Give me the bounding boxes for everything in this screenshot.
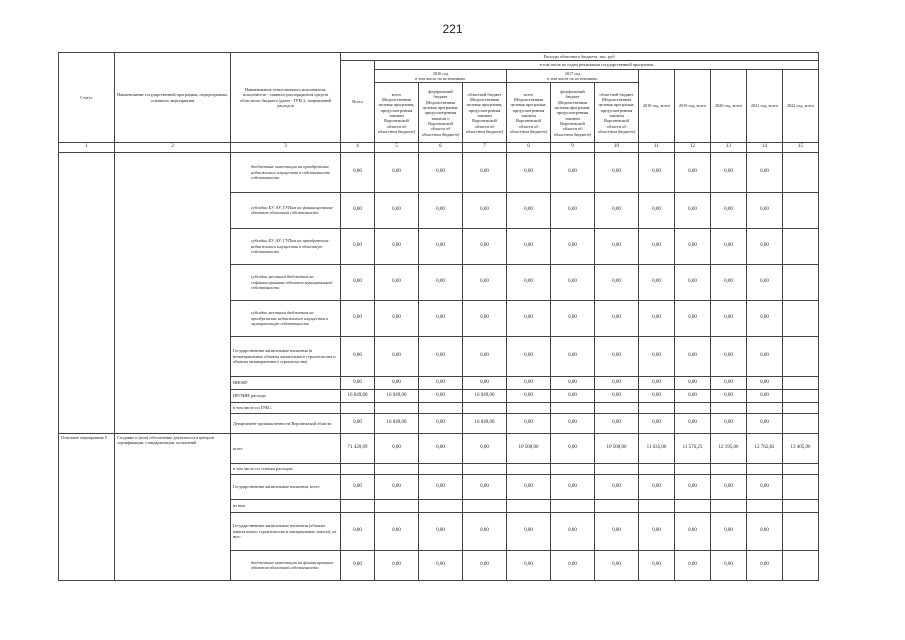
table-row xyxy=(59,433,819,463)
header-2019: 2019 год, всего xyxy=(675,69,711,143)
value-cell: 0,00 xyxy=(747,192,783,228)
header-src-c: областной бюджет (Ведомственная целевая программа, предусмотренная законом Воронежской области об областном бюджете) xyxy=(463,83,507,143)
status-cell: Основное мероприятие 5 xyxy=(59,433,115,580)
header-2018: 2018 год, всего xyxy=(639,69,675,143)
value-cell: 0,00 xyxy=(675,152,711,192)
value-cell: 0,00 xyxy=(675,264,711,300)
value-cell: 0,00 xyxy=(639,389,675,402)
expense-label: ПРОЧИЕ расходы xyxy=(231,389,341,402)
value-cell: 0,00 xyxy=(463,550,507,580)
value-cell: 0,00 xyxy=(463,433,507,463)
column-number-row xyxy=(59,143,819,152)
value-cell: 0,00 xyxy=(551,336,595,376)
value-cell xyxy=(711,499,747,512)
value-cell: 0,00 xyxy=(675,550,711,580)
value-cell xyxy=(507,463,551,474)
value-cell xyxy=(675,499,711,512)
value-cell: 0,00 xyxy=(711,300,747,336)
header-2020: 2020 год, всего xyxy=(711,69,747,143)
header-program: Наименование государственной программы, подпрограммы, основного мероприятия xyxy=(115,53,231,143)
header-status: Статус xyxy=(59,53,115,143)
column-number: 5 xyxy=(375,143,419,152)
header-year-2017: 2017 год в том числе по источникам: xyxy=(507,69,639,83)
header-subgroup-title: в том числе по годам реализации государственной программы xyxy=(375,61,819,69)
value-cell xyxy=(711,463,747,474)
value-cell: 0,00 xyxy=(551,512,595,550)
value-cell: 11 035,00 xyxy=(639,433,675,463)
value-cell: 16 049,00 xyxy=(341,389,375,402)
value-cell: 0,00 xyxy=(595,389,639,402)
value-cell xyxy=(783,474,819,499)
header-src-d: всего (Ведомственная целевая программа, предусмотренная законом Воронежской области об областном бюджете) xyxy=(507,83,551,143)
value-cell xyxy=(419,402,463,413)
expense-label: субсидии местным бюджетам на софинансирование объектов муниципальной собственности xyxy=(231,264,341,300)
column-number: 2 xyxy=(115,143,231,152)
value-cell: 0,00 xyxy=(463,192,507,228)
value-cell: 0,00 xyxy=(711,389,747,402)
value-cell: 0,00 xyxy=(747,300,783,336)
value-cell: 0,00 xyxy=(375,376,419,389)
value-cell xyxy=(419,499,463,512)
value-cell xyxy=(595,499,639,512)
column-number: 9 xyxy=(551,143,595,152)
value-cell: 0,00 xyxy=(639,264,675,300)
value-cell: 0,00 xyxy=(419,152,463,192)
value-cell xyxy=(675,402,711,413)
value-cell: 0,00 xyxy=(375,300,419,336)
value-cell xyxy=(639,402,675,413)
value-cell: 0,00 xyxy=(463,152,507,192)
column-number: 11 xyxy=(639,143,675,152)
value-cell: 16 049,00 xyxy=(375,413,419,433)
value-cell xyxy=(551,499,595,512)
value-cell xyxy=(783,336,819,376)
column-number: 8 xyxy=(507,143,551,152)
value-cell: 0,00 xyxy=(551,550,595,580)
value-cell: 0,00 xyxy=(595,228,639,264)
value-cell: 0,00 xyxy=(711,550,747,580)
value-cell: 0,00 xyxy=(463,376,507,389)
value-cell: 0,00 xyxy=(463,474,507,499)
value-cell: 0,00 xyxy=(639,512,675,550)
value-cell: 0,00 xyxy=(595,550,639,580)
value-cell: 0,00 xyxy=(595,512,639,550)
value-cell: 0,00 xyxy=(551,228,595,264)
value-cell: 12 762,82 xyxy=(747,433,783,463)
value-cell: 0,00 xyxy=(419,512,463,550)
value-cell xyxy=(783,413,819,433)
table-row xyxy=(59,152,819,192)
value-cell: 0,00 xyxy=(507,376,551,389)
expense-label: Департамент промышленности Воронежской области xyxy=(231,413,341,433)
column-number: 10 xyxy=(595,143,639,152)
value-cell xyxy=(639,463,675,474)
value-cell: 13 405,96 xyxy=(783,433,819,463)
value-cell: 0,00 xyxy=(675,389,711,402)
column-number: 13 xyxy=(711,143,747,152)
value-cell: 0,00 xyxy=(595,300,639,336)
value-cell xyxy=(783,192,819,228)
value-cell: 0,00 xyxy=(639,336,675,376)
value-cell: 0,00 xyxy=(551,192,595,228)
column-number: 7 xyxy=(463,143,507,152)
value-cell: 0,00 xyxy=(375,550,419,580)
value-cell xyxy=(783,512,819,550)
value-cell: 0,00 xyxy=(463,512,507,550)
value-cell: 0,00 xyxy=(747,228,783,264)
value-cell: 0,00 xyxy=(711,264,747,300)
value-cell: 0,00 xyxy=(675,474,711,499)
value-cell: 0,00 xyxy=(419,228,463,264)
expense-label: НИОКР xyxy=(231,376,341,389)
value-cell: 0,00 xyxy=(639,550,675,580)
column-number: 14 xyxy=(747,143,783,152)
value-cell: 0,00 xyxy=(639,376,675,389)
value-cell: 0,00 xyxy=(639,152,675,192)
value-cell: 0,00 xyxy=(747,474,783,499)
value-cell: 0,00 xyxy=(551,152,595,192)
value-cell xyxy=(783,228,819,264)
expense-label: всего xyxy=(231,433,341,463)
value-cell: 0,00 xyxy=(341,228,375,264)
value-cell: 0,00 xyxy=(419,413,463,433)
value-cell xyxy=(783,152,819,192)
value-cell: 0,00 xyxy=(747,264,783,300)
value-cell: 0,00 xyxy=(507,413,551,433)
value-cell: 0,00 xyxy=(747,336,783,376)
budget-table xyxy=(58,52,819,581)
column-number: 4 xyxy=(341,143,375,152)
value-cell: 0,00 xyxy=(747,389,783,402)
value-cell: 0,00 xyxy=(711,474,747,499)
value-cell xyxy=(463,463,507,474)
value-cell: 0,00 xyxy=(551,413,595,433)
expense-label: в том числе по ГРБС: xyxy=(231,402,341,413)
value-cell: 0,00 xyxy=(747,376,783,389)
value-cell: 0,00 xyxy=(375,192,419,228)
header-year-2016: 2016 год в том числе по источникам: xyxy=(375,69,507,83)
value-cell: 0,00 xyxy=(507,336,551,376)
value-cell: 0,00 xyxy=(639,474,675,499)
value-cell xyxy=(341,463,375,474)
value-cell xyxy=(783,389,819,402)
page-number: 221 xyxy=(442,22,463,36)
column-number: 3 xyxy=(231,143,341,152)
expense-label: Государственные капитальные вложения (объекты капитального строительства и материальные запасы), из них: xyxy=(231,512,341,550)
program-cell: Создание и (или) обеспечение деятельности центров сертификации, стандартизации, испытаний xyxy=(115,433,231,580)
value-cell: 16 049,00 xyxy=(375,389,419,402)
value-cell: 0,00 xyxy=(419,336,463,376)
value-cell: 0,00 xyxy=(419,474,463,499)
column-number: 1 xyxy=(59,143,115,152)
value-cell: 0,00 xyxy=(419,389,463,402)
value-cell: 0,00 xyxy=(463,336,507,376)
value-cell xyxy=(507,402,551,413)
value-cell xyxy=(375,463,419,474)
expense-label: бюджетные инвестиции на приобретение недвижимого имущества в собственность собственности xyxy=(231,152,341,192)
value-cell xyxy=(595,402,639,413)
value-cell: 0,00 xyxy=(595,474,639,499)
value-cell: 0,00 xyxy=(747,512,783,550)
value-cell: 0,00 xyxy=(419,300,463,336)
value-cell xyxy=(463,499,507,512)
header-group-title: Расходы областного бюджета, тыс. руб. xyxy=(341,53,819,61)
value-cell: 0,00 xyxy=(419,192,463,228)
value-cell: 0,00 xyxy=(747,413,783,433)
value-cell xyxy=(507,499,551,512)
value-cell: 0,00 xyxy=(341,336,375,376)
value-cell xyxy=(783,402,819,413)
value-cell: 0,00 xyxy=(341,550,375,580)
value-cell xyxy=(419,463,463,474)
value-cell: 0,00 xyxy=(711,152,747,192)
header-src-e: федеральный бюджет (Ведомственная целевая программа, предусмотренная законом Воронежской области об областном бюджете) xyxy=(551,83,595,143)
value-cell: 0,00 xyxy=(375,228,419,264)
value-cell xyxy=(463,402,507,413)
value-cell xyxy=(783,376,819,389)
value-cell: 0,00 xyxy=(711,413,747,433)
value-cell: 0,00 xyxy=(341,512,375,550)
value-cell: 0,00 xyxy=(675,512,711,550)
value-cell: 0,00 xyxy=(595,264,639,300)
header-2021: 2021 год, всего xyxy=(747,69,783,143)
value-cell xyxy=(783,300,819,336)
expense-label: Государственные капитальные вложения, всего xyxy=(231,474,341,499)
value-cell: 11 576,25 xyxy=(675,433,711,463)
value-cell: 16 049,00 xyxy=(463,389,507,402)
value-cell: 0,00 xyxy=(463,228,507,264)
value-cell: 0,00 xyxy=(551,264,595,300)
header-total: Всего xyxy=(341,61,375,143)
value-cell: 0,00 xyxy=(375,152,419,192)
value-cell: 0,00 xyxy=(747,152,783,192)
value-cell: 0,00 xyxy=(595,413,639,433)
value-cell xyxy=(341,499,375,512)
value-cell: 0,00 xyxy=(419,550,463,580)
value-cell xyxy=(711,402,747,413)
value-cell: 0,00 xyxy=(675,228,711,264)
value-cell: 0,00 xyxy=(341,376,375,389)
value-cell: 0,00 xyxy=(375,474,419,499)
value-cell: 0,00 xyxy=(419,376,463,389)
column-number: 12 xyxy=(675,143,711,152)
value-cell: 0,00 xyxy=(551,389,595,402)
value-cell: 0,00 xyxy=(675,376,711,389)
value-cell: 0,00 xyxy=(595,152,639,192)
value-cell: 0,00 xyxy=(341,413,375,433)
value-cell: 0,00 xyxy=(341,192,375,228)
value-cell: 0,00 xyxy=(711,192,747,228)
value-cell: 0,00 xyxy=(375,264,419,300)
expense-label: в том числе по статьям расходов: xyxy=(231,463,341,474)
value-cell: 0,00 xyxy=(551,300,595,336)
value-cell xyxy=(551,402,595,413)
header-src-b: федеральный бюджет (Ведомственная целевая программа, предусмотренная законом о Воронежской области об областном бюджете) xyxy=(419,83,463,143)
expense-label: субсидии местным бюджетам на приобретение недвижимого имущества в муниципальную собственность xyxy=(231,300,341,336)
value-cell: 0,00 xyxy=(675,336,711,376)
value-cell: 0,00 xyxy=(507,512,551,550)
value-cell xyxy=(783,463,819,474)
header-2022: 2022 год, всего xyxy=(783,69,819,143)
value-cell: 0,00 xyxy=(595,336,639,376)
value-cell: 0,00 xyxy=(711,336,747,376)
value-cell: 0,00 xyxy=(375,433,419,463)
value-cell: 0,00 xyxy=(341,264,375,300)
value-cell: 0,00 xyxy=(419,264,463,300)
value-cell: 16 049,00 xyxy=(463,413,507,433)
value-cell: 0,00 xyxy=(463,300,507,336)
value-cell: 0,00 xyxy=(675,413,711,433)
value-cell: 0,00 xyxy=(341,474,375,499)
header-src-a: всего (Ведомственная целевая программа, предусмотренная законом Воронежской области об областном бюджете) xyxy=(375,83,419,143)
value-cell: 71 420,09 xyxy=(341,433,375,463)
value-cell: 0,00 xyxy=(639,192,675,228)
value-cell: 0,00 xyxy=(711,376,747,389)
value-cell: 0,00 xyxy=(551,474,595,499)
column-number: 6 xyxy=(419,143,463,152)
expense-label: субсидии БУ, АУ, ГУПам на приобретение недвижимого имущества в областную собственность xyxy=(231,228,341,264)
value-cell: 0,00 xyxy=(419,433,463,463)
value-cell xyxy=(783,499,819,512)
value-cell: 0,00 xyxy=(507,300,551,336)
value-cell: 12 195,06 xyxy=(711,433,747,463)
column-number: 15 xyxy=(783,143,819,152)
value-cell: 0,00 xyxy=(675,192,711,228)
value-cell xyxy=(675,463,711,474)
value-cell: 0,00 xyxy=(595,192,639,228)
value-cell: 0,00 xyxy=(507,474,551,499)
value-cell: 0,00 xyxy=(507,264,551,300)
value-cell xyxy=(639,499,675,512)
value-cell xyxy=(551,463,595,474)
value-cell: 0,00 xyxy=(639,228,675,264)
value-cell xyxy=(747,463,783,474)
expense-label: Государственные капитальные вложения (в нематериальные объекты капитального строительства и объекты незавершенного строительства) xyxy=(231,336,341,376)
value-cell: 0,00 xyxy=(639,300,675,336)
value-cell xyxy=(747,402,783,413)
header-executor: Наименование ответственного исполнителя, исполнителя - главного распорядителя средств областного бюджета (далее - ГРБС), направлений расходов xyxy=(231,53,341,143)
value-cell xyxy=(375,402,419,413)
value-cell xyxy=(595,463,639,474)
table-body xyxy=(59,152,819,580)
value-cell: 10 500,00 xyxy=(507,433,551,463)
value-cell xyxy=(375,499,419,512)
value-cell: 0,00 xyxy=(639,413,675,433)
value-cell: 0,00 xyxy=(551,376,595,389)
value-cell xyxy=(747,499,783,512)
header-src-f: областной бюджет (Ведомственная целевая программа, предусмотренная законом Воронежской области об областном бюджете) xyxy=(595,83,639,143)
value-cell xyxy=(341,402,375,413)
value-cell: 0,00 xyxy=(595,376,639,389)
expense-label: субсидии БУ, АУ, ГУПам на финансирование объектов областной собственности xyxy=(231,192,341,228)
value-cell: 0,00 xyxy=(711,512,747,550)
value-cell: 0,00 xyxy=(341,152,375,192)
value-cell: 0,00 xyxy=(675,300,711,336)
value-cell: 0,00 xyxy=(375,336,419,376)
value-cell: 0,00 xyxy=(507,152,551,192)
value-cell xyxy=(783,550,819,580)
status-cell xyxy=(59,152,115,433)
expense-label: бюджетные инвестиции на финансирование объектов областной собственности xyxy=(231,550,341,580)
program-cell xyxy=(115,152,231,433)
value-cell: 10 500,00 xyxy=(595,433,639,463)
value-cell: 0,00 xyxy=(375,512,419,550)
value-cell: 0,00 xyxy=(463,264,507,300)
value-cell: 0,00 xyxy=(507,228,551,264)
value-cell: 0,00 xyxy=(711,228,747,264)
value-cell: 0,00 xyxy=(507,389,551,402)
value-cell: 0,00 xyxy=(507,192,551,228)
value-cell: 0,00 xyxy=(747,550,783,580)
value-cell: 0,00 xyxy=(341,300,375,336)
value-cell: 0,00 xyxy=(551,433,595,463)
value-cell xyxy=(783,264,819,300)
value-cell: 0,00 xyxy=(507,550,551,580)
expense-label: из них: xyxy=(231,499,341,512)
